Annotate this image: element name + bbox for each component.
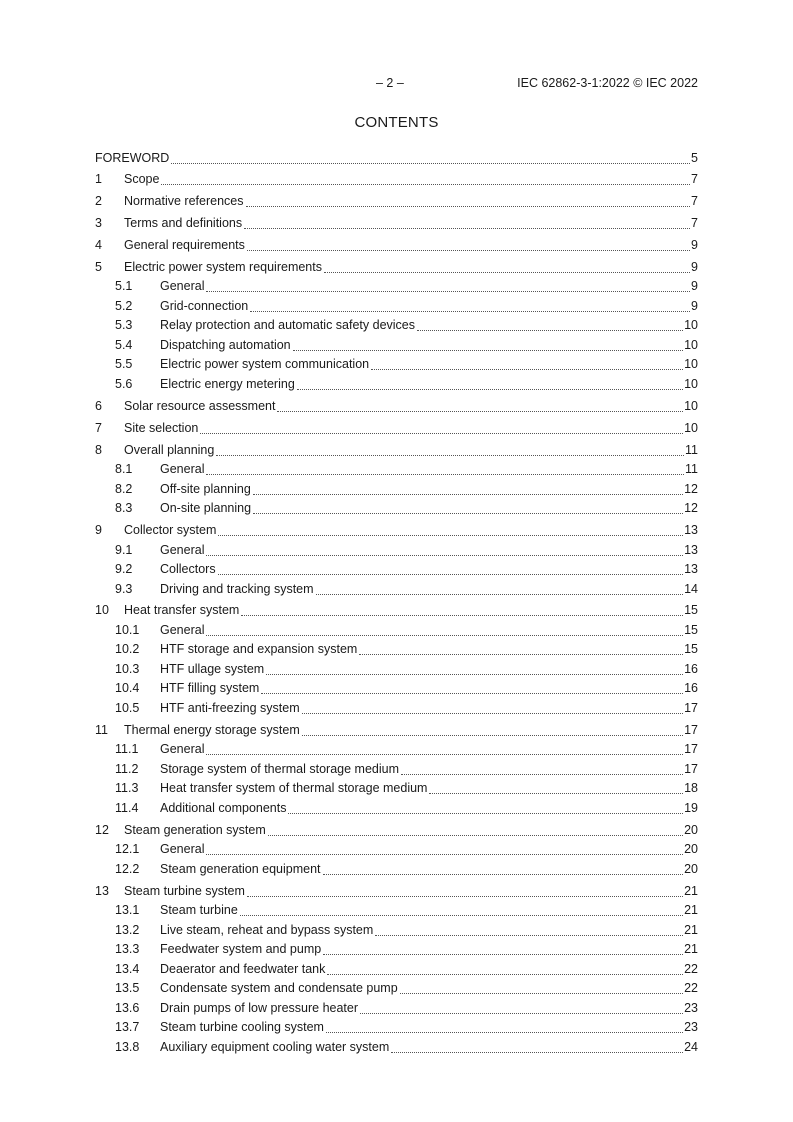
toc-entry[interactable] <box>95 497 698 517</box>
toc-entry-number: 8.2 <box>115 481 133 496</box>
toc-entry[interactable] <box>95 234 698 254</box>
toc-entry[interactable] <box>95 1016 698 1036</box>
toc-entry[interactable] <box>95 416 698 436</box>
toc-entry-number: 5 <box>95 259 102 274</box>
toc-entry-number: 2 <box>95 194 102 209</box>
toc-entry-title: HTF ullage system <box>160 661 265 676</box>
toc-entry[interactable] <box>95 168 698 188</box>
dot-leader <box>206 291 690 292</box>
toc-entry[interactable] <box>95 796 698 816</box>
toc-entry-page: 16 <box>684 681 698 696</box>
toc-entry-title: Scope <box>124 172 160 187</box>
dot-leader <box>246 206 691 207</box>
dot-leader <box>247 896 683 897</box>
toc-entry-page: 22 <box>684 961 698 976</box>
toc-entry[interactable] <box>95 618 698 638</box>
toc-entry-title: Heat transfer system <box>124 603 240 618</box>
toc-entry-number: 1 <box>95 172 102 187</box>
toc-entry-number: 13.3 <box>115 942 140 957</box>
dot-leader <box>371 369 683 370</box>
dot-leader <box>268 835 683 836</box>
toc-entry-title: General <box>160 279 205 294</box>
toc-entry-page: 15 <box>684 603 698 618</box>
toc-entry-title: HTF filling system <box>160 681 260 696</box>
dot-leader <box>277 411 683 412</box>
toc-entry-page: 10 <box>684 420 698 435</box>
toc-entry-page: 20 <box>684 861 698 876</box>
toc-entry-title: Steam generation system <box>124 822 266 837</box>
page-number: – 2 – <box>376 76 404 90</box>
toc-entry[interactable] <box>95 879 698 899</box>
toc-entry-page: 22 <box>684 981 698 996</box>
toc-entry-page: 13 <box>684 523 698 538</box>
toc-entry-page: 21 <box>684 942 698 957</box>
toc-entry-title: Steam turbine <box>160 903 238 918</box>
toc-entry-page: 9 <box>691 298 698 313</box>
dot-leader <box>206 635 683 636</box>
toc-entry-number: 13.1 <box>115 903 140 918</box>
toc-entry-page: 21 <box>684 922 698 937</box>
toc-entry-number: 10.2 <box>115 642 140 657</box>
dot-leader <box>200 433 683 434</box>
toc-entry-title: Storage system of thermal storage medium <box>160 761 399 776</box>
dot-leader <box>216 455 684 456</box>
toc-entry[interactable] <box>95 696 698 716</box>
dot-leader <box>253 513 683 514</box>
toc-entry-number: 10.4 <box>115 681 140 696</box>
toc-entry-title: General <box>160 462 205 477</box>
toc-entry-title: Dispatching automation <box>160 337 291 352</box>
toc-entry[interactable] <box>95 918 698 938</box>
toc-entry-page: 17 <box>684 700 698 715</box>
dot-leader <box>250 311 690 312</box>
toc-entry-number: 5.2 <box>115 298 133 313</box>
dot-leader <box>327 974 683 975</box>
toc-entry[interactable] <box>95 458 698 478</box>
toc-entry-number: 8.1 <box>115 462 133 477</box>
toc-entry-page: 9 <box>691 259 698 274</box>
toc-entry[interactable] <box>95 353 698 373</box>
toc-entry-title: Steam turbine cooling system <box>160 1020 324 1035</box>
toc-entry[interactable] <box>95 738 698 758</box>
toc-entry-page: 9 <box>691 238 698 253</box>
toc-entry-number: 11 <box>95 722 108 737</box>
toc-entry-page: 17 <box>684 742 698 757</box>
toc-entry-title: Collectors <box>160 562 216 577</box>
page-title: CONTENTS <box>354 114 439 131</box>
dot-leader <box>244 228 690 229</box>
toc-entry[interactable] <box>95 314 698 334</box>
toc-entry-page: 11 <box>685 462 698 477</box>
dot-leader <box>429 793 683 794</box>
toc-entry[interactable] <box>95 657 698 677</box>
dot-leader <box>324 272 690 273</box>
toc-entry-page: 17 <box>684 761 698 776</box>
toc-entry[interactable] <box>95 638 698 658</box>
toc-entry-title: Thermal energy storage system <box>124 722 300 737</box>
toc-entry-title: Steam generation equipment <box>160 861 321 876</box>
toc-entry-number: 13.7 <box>115 1020 140 1035</box>
toc-entry-page: 20 <box>684 842 698 857</box>
dot-leader <box>247 250 690 251</box>
toc-entry-title: General <box>160 622 205 637</box>
toc-entry-number: 13.2 <box>115 922 140 937</box>
toc-entry[interactable] <box>95 212 698 232</box>
dot-leader <box>391 1052 683 1053</box>
toc-entry-page: 12 <box>684 501 698 516</box>
toc-entry[interactable] <box>95 677 698 697</box>
toc-entry-number: 4 <box>95 238 102 253</box>
toc-entry-number: 11.4 <box>115 800 139 815</box>
toc-entry-title: General <box>160 542 205 557</box>
toc-entry-title: General <box>160 742 205 757</box>
toc-entry[interactable] <box>95 519 698 539</box>
toc-entry-number: 10 <box>95 603 109 618</box>
toc-entry-title: Steam turbine system <box>124 883 245 898</box>
toc-entry[interactable] <box>95 899 698 919</box>
toc-entry-page: 7 <box>691 194 698 209</box>
dot-leader <box>302 713 683 714</box>
toc-entry-page: 10 <box>684 318 698 333</box>
toc-entry-number: 12.1 <box>115 842 140 857</box>
toc-entry[interactable] <box>95 777 698 797</box>
toc-entry-number: 13.4 <box>115 961 140 976</box>
toc-entry-number: 8 <box>95 442 102 457</box>
toc-entry[interactable] <box>95 938 698 958</box>
toc-entry[interactable] <box>95 838 698 858</box>
dot-leader <box>297 389 683 390</box>
toc-entry-title: Feedwater system and pump <box>160 942 322 957</box>
toc-entry[interactable] <box>95 718 698 738</box>
toc-entry-title: Additional components <box>160 800 287 815</box>
toc-entry-title: FOREWORD <box>95 150 170 165</box>
toc-entry[interactable] <box>95 255 698 275</box>
toc-entry-page: 12 <box>684 481 698 496</box>
toc-entry[interactable] <box>95 1035 698 1055</box>
toc-entry-page: 7 <box>691 172 698 187</box>
toc-entry[interactable] <box>95 190 698 210</box>
toc-entry[interactable] <box>95 538 698 558</box>
toc-entry-number: 12 <box>95 822 109 837</box>
toc-entry[interactable] <box>95 558 698 578</box>
toc-entry-title: Terms and definitions <box>124 216 243 231</box>
toc-entry-number: 10.3 <box>115 661 140 676</box>
toc-entry-page: 20 <box>684 822 698 837</box>
toc-entry-page: 16 <box>684 661 698 676</box>
dot-leader <box>360 1013 683 1014</box>
toc-entry[interactable] <box>95 996 698 1016</box>
toc-entry-number: 13 <box>95 883 109 898</box>
toc-entry-number: 9.3 <box>115 581 133 596</box>
toc-entry[interactable] <box>95 333 698 353</box>
dot-leader <box>241 615 683 616</box>
toc-entry[interactable] <box>95 146 698 166</box>
toc-entry-number: 13.5 <box>115 981 140 996</box>
dot-leader <box>323 874 684 875</box>
toc-entry-title: HTF storage and expansion system <box>160 642 358 657</box>
toc-entry-number: 10.1 <box>115 622 140 637</box>
dot-leader <box>302 735 683 736</box>
toc-entry-page: 21 <box>684 903 698 918</box>
toc-entry[interactable] <box>95 599 698 619</box>
toc-entry[interactable] <box>95 438 698 458</box>
toc-entry-page: 7 <box>691 216 698 231</box>
dot-leader <box>323 954 683 955</box>
toc-entry-title: Normative references <box>124 194 244 209</box>
toc-entry-number: 6 <box>95 398 102 413</box>
toc-entry-title: Drain pumps of low pressure heater <box>160 1000 359 1015</box>
toc-entry-number: 11.1 <box>115 742 139 757</box>
toc-entry-title: Site selection <box>124 420 199 435</box>
dot-leader <box>218 574 684 575</box>
toc-entry-page: 17 <box>684 722 698 737</box>
toc-entry-number: 5.3 <box>115 318 133 333</box>
toc-entry-title: Driving and tracking system <box>160 581 314 596</box>
table-of-contents <box>95 146 698 1055</box>
toc-entry[interactable] <box>95 477 698 497</box>
toc-entry-number: 9.1 <box>115 542 133 557</box>
toc-entry-page: 23 <box>684 1020 698 1035</box>
dot-leader <box>206 854 683 855</box>
toc-entry-title: HTF anti-freezing system <box>160 700 300 715</box>
dot-leader <box>171 163 690 164</box>
dot-leader <box>240 915 683 916</box>
toc-entry-title: Electric energy metering <box>160 376 295 391</box>
toc-entry-title: Electric power system communication <box>160 357 370 372</box>
toc-entry-number: 13.6 <box>115 1000 140 1015</box>
dot-leader <box>206 555 683 556</box>
document-id: IEC 62862-3-1:2022 © IEC 2022 <box>517 76 698 90</box>
dot-leader <box>253 494 683 495</box>
toc-entry[interactable] <box>95 757 698 777</box>
toc-entry-number: 5.5 <box>115 357 133 372</box>
toc-entry-page: 13 <box>684 542 698 557</box>
toc-entry[interactable] <box>95 372 698 392</box>
toc-entry-number: 12.2 <box>115 861 140 876</box>
toc-entry-page: 10 <box>684 398 698 413</box>
toc-entry[interactable] <box>95 275 698 295</box>
toc-entry-title: General <box>160 842 205 857</box>
toc-entry-title: Condensate system and condensate pump <box>160 981 398 996</box>
toc-entry-title: Electric power system requirements <box>124 259 322 274</box>
toc-entry-title: Relay protection and automatic safety devices <box>160 318 415 333</box>
toc-entry-number: 5.1 <box>115 279 133 294</box>
dot-leader <box>161 184 690 185</box>
toc-entry-page: 24 <box>684 1039 698 1054</box>
toc-entry-title: Grid-connection <box>160 298 249 313</box>
dot-leader <box>400 993 683 994</box>
dot-leader <box>206 754 683 755</box>
toc-entry-title: Auxiliary equipment cooling water system <box>160 1039 390 1054</box>
toc-entry-page: 15 <box>684 622 698 637</box>
toc-entry[interactable] <box>95 394 698 414</box>
toc-entry-number: 3 <box>95 216 102 231</box>
dot-leader <box>293 350 683 351</box>
toc-entry-number: 11.2 <box>115 761 139 776</box>
toc-entry-title: Overall planning <box>124 442 215 457</box>
dot-leader <box>417 330 683 331</box>
dot-leader <box>218 535 683 536</box>
toc-entry-page: 10 <box>684 337 698 352</box>
toc-entry-number: 8.3 <box>115 501 133 516</box>
toc-entry-number: 5.6 <box>115 376 133 391</box>
toc-entry-title: On-site planning <box>160 501 252 516</box>
toc-entry-page: 13 <box>684 562 698 577</box>
toc-entry-title: Heat transfer system of thermal storage medium <box>160 781 428 796</box>
toc-entry-number: 9 <box>95 523 102 538</box>
toc-entry-page: 9 <box>691 279 698 294</box>
dot-leader <box>266 674 683 675</box>
toc-entry-title: Solar resource assessment <box>124 398 276 413</box>
toc-entry-page: 11 <box>685 442 698 457</box>
toc-entry-title: Off-site planning <box>160 481 251 496</box>
toc-entry-title: Deaerator and feedwater tank <box>160 961 326 976</box>
toc-entry-page: 15 <box>684 642 698 657</box>
toc-entry-number: 7 <box>95 420 102 435</box>
toc-entry-page: 5 <box>691 150 698 165</box>
toc-entry-title: Collector system <box>124 523 217 538</box>
toc-entry[interactable] <box>95 818 698 838</box>
dot-leader <box>326 1032 683 1033</box>
toc-entry-title: Live steam, reheat and bypass system <box>160 922 374 937</box>
dot-leader <box>288 813 683 814</box>
toc-entry[interactable] <box>95 957 698 977</box>
dot-leader <box>401 774 683 775</box>
dot-leader <box>261 693 683 694</box>
toc-entry[interactable] <box>95 294 698 314</box>
toc-entry-title: General requirements <box>124 238 245 253</box>
toc-entry-page: 10 <box>684 376 698 391</box>
toc-entry-number: 9.2 <box>115 562 133 577</box>
toc-entry-number: 10.5 <box>115 700 140 715</box>
dot-leader <box>375 935 683 936</box>
toc-entry[interactable] <box>95 857 698 877</box>
dot-leader <box>316 594 684 595</box>
toc-entry[interactable] <box>95 577 698 597</box>
toc-entry-page: 18 <box>684 781 698 796</box>
toc-entry-number: 11.3 <box>115 781 139 796</box>
toc-entry-number: 13.8 <box>115 1039 140 1054</box>
toc-entry[interactable] <box>95 977 698 997</box>
toc-entry-page: 21 <box>684 883 698 898</box>
toc-entry-page: 19 <box>684 800 698 815</box>
toc-entry-page: 10 <box>684 357 698 372</box>
toc-entry-page: 14 <box>684 581 698 596</box>
toc-entry-number: 5.4 <box>115 337 133 352</box>
dot-leader <box>206 474 684 475</box>
dot-leader <box>359 654 683 655</box>
toc-entry-page: 23 <box>684 1000 698 1015</box>
